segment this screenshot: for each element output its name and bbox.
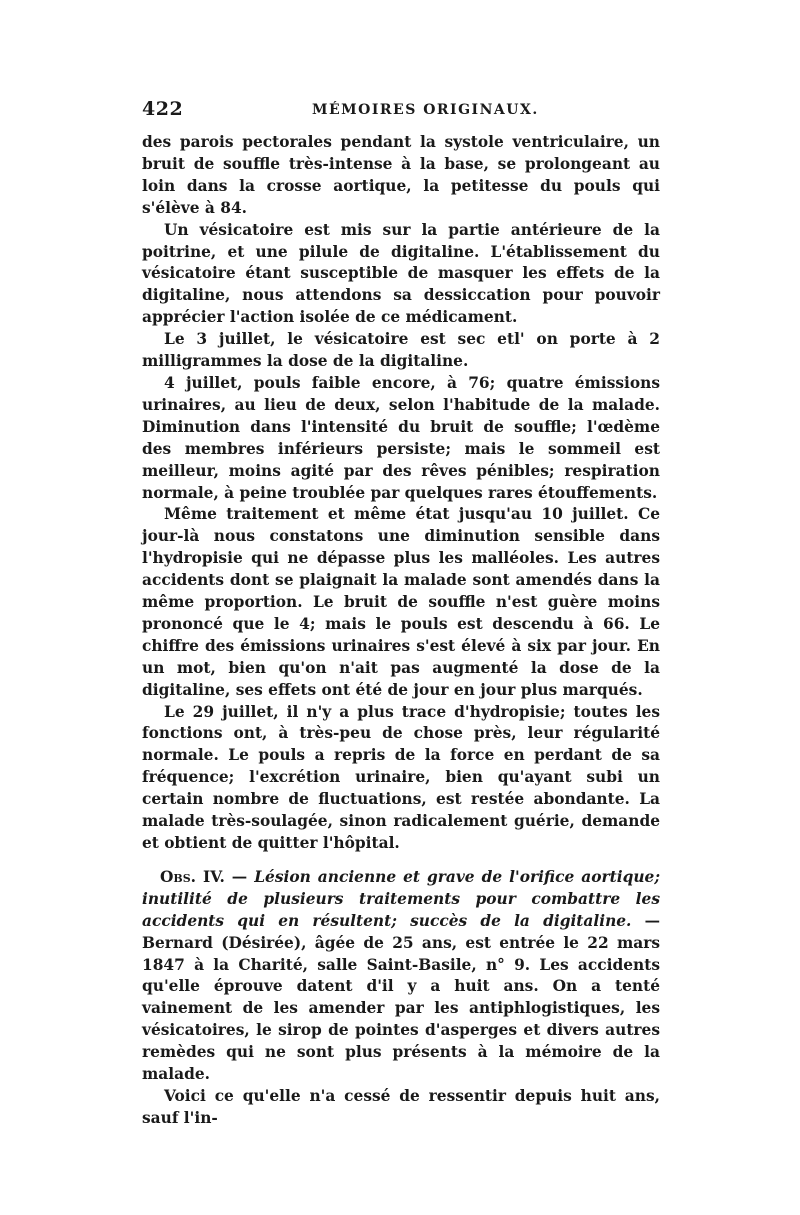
observation-text: — Bernard (Désirée), âgée de 25 ans, est entrée le 22 mars 1847 à la Charité, salle Saint-Basile, n° 9. Les accidents qu'elle éprouve datent d'il y a huit ans. On a tenté vainement de les amender par les antiphlogistiques, les vésicatoires, le sirop de pointes d'asperges et divers autres remèdes qui ne sont plus présents à la mémoire de la malade. xyxy=(142,911,661,1084)
paragraph-4: 4 juillet, pouls faible encore, à 76; quatre émissions urinaires, au lieu de deux, selon l'habitude de la malade. Diminution dans l'intensité du bruit de souffle; l'œdème des membres inférieurs persiste; mais le sommeil est meilleur, moins agité par des rêves pénibles; respiration normale, à peine troublée par quelques rares étouffements. xyxy=(142,373,660,502)
paragraph-8: Voici ce qu'elle n'a cessé de ressentir depuis huit ans, sauf l'in- xyxy=(142,1086,660,1127)
observation-label: Obs. IV. xyxy=(160,867,225,886)
observation-title: Lésion ancienne et grave de l'orifice aortique; inutilité de plusieurs traitements pour combattre les accidents qui en résultent; succès de la digitaline. xyxy=(142,867,660,930)
page-number: 422 xyxy=(142,98,184,120)
paragraph-3: Le 3 juillet, le vésicatoire est sec etl' on porte à 2 milligrammes la dose de la digitaline. xyxy=(142,330,660,371)
book-page xyxy=(142,98,660,1130)
paragraph-2: Un vésicatoire est mis sur la partie antérieure de la poitrine, et une pilule de digitaline. L'établissement du vésicatoire étant susceptible de masquer les effets de la digitaline, nous attendons sa dessiccation pour pouvoir apprécier l'action isolée de ce médicament. xyxy=(142,220,660,327)
running-title: MÉMOIRES ORIGINAUX. xyxy=(312,102,539,118)
body-text xyxy=(142,132,660,1130)
observation-dash: — xyxy=(224,867,255,886)
paragraph-1: des parois pectorales pendant la systole ventriculaire, un bruit de souffle très-intense à la base, se prolongeant au loin dans la crosse aortique, la petitesse du pouls qui s'élève à 84. xyxy=(142,133,660,217)
observation-paragraph xyxy=(142,867,660,1086)
running-head xyxy=(142,98,660,128)
paragraph-5: Même traitement et même état jusqu'au 10 juillet. Ce jour-là nous constatons une diminution sensible dans l'hydropisie qui ne dépasse plus les malléoles. Les autres accidents dont se plaignait la malade sont amendés dans la même proportion. Le bruit de souffle n'est guère moins prononcé que le 4; mais le pouls est descendu à 66. Le chiffre des émissions urinaires s'est élevé à six par jour. En un mot, bien qu'on n'ait pas augmenté la dose de la digitaline, ses effets ont été de jour en jour plus marqués. xyxy=(142,505,660,699)
paragraph-6: Le 29 juillet, il n'y a plus trace d'hydropisie; toutes les fonctions ont, à très-peu de chose près, leur régularité normale. Le pouls a repris de la force en perdant de sa fréquence; l'excrétion urinaire, bien qu'ayant subi un certain nombre de fluctuations, est restée abondante. La malade très-soulagée, sinon radicalement guérie, demande et obtient de quitter l'hôpital. xyxy=(142,702,660,852)
